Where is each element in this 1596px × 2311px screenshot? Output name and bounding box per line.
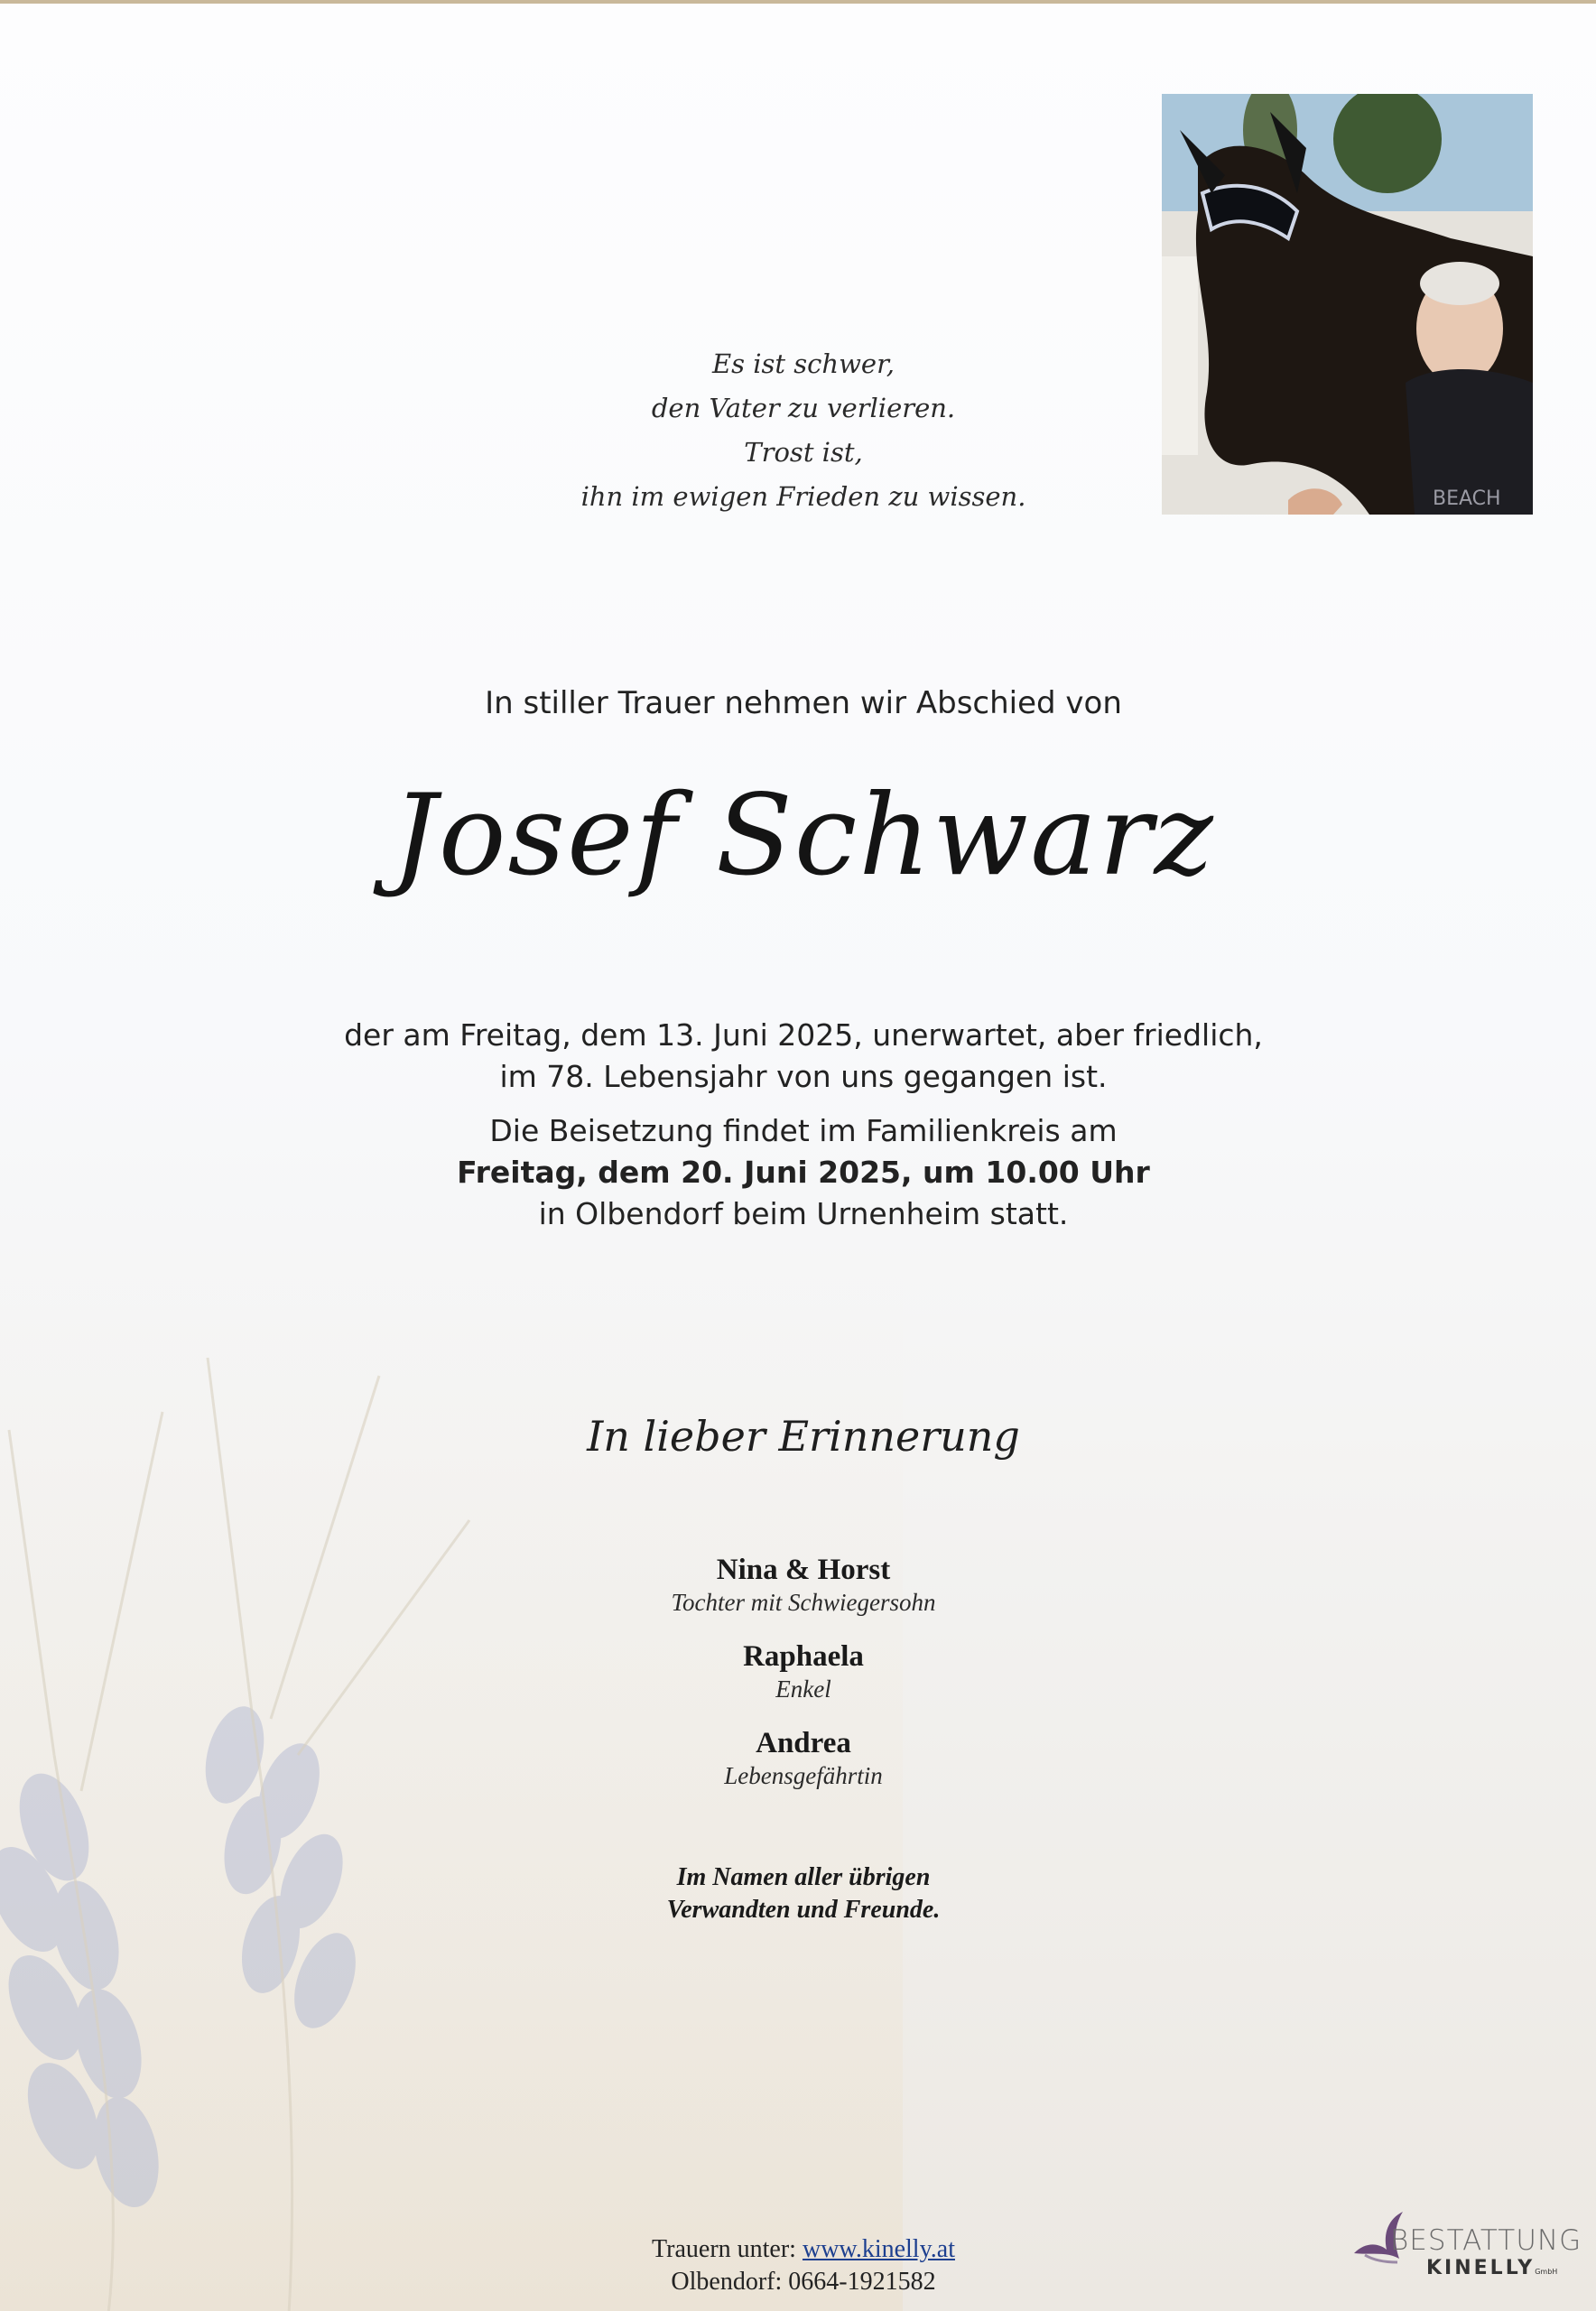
closing-line: Im Namen aller übrigen [676, 1863, 931, 1891]
details-line: in Olbendorf beim Urnenheim statt. [538, 1196, 1069, 1231]
logo-top-text: BESTATTUNG [1390, 2224, 1582, 2257]
death-details [271, 1015, 1336, 1235]
member-name: Nina & Horst [716, 1554, 891, 1586]
deceased-name: Josef Schwarz [392, 771, 1215, 901]
mourn-line [271, 2233, 1336, 2266]
family-list [271, 1552, 1336, 1812]
family-member [271, 1725, 1336, 1790]
logo-bottom-text [1426, 2257, 1557, 2279]
mourn-label: Trauern unter: [652, 2235, 796, 2263]
shirt-text: BEACH [1433, 487, 1501, 510]
intro-text: In stiller Trauer nehmen wir Abschied von [485, 685, 1122, 721]
logo-name: KINELLY [1426, 2257, 1536, 2279]
member-name: Andrea [756, 1727, 851, 1759]
member-role: Enkel [775, 1675, 831, 1703]
member-role: Lebensgefährtin [724, 1762, 883, 1789]
details-line: im 78. Lebensjahr von uns gegangen ist. [499, 1059, 1108, 1094]
details-line: der am Freitag, dem 13. Juni 2025, unerwartet, aber friedlich, [344, 1017, 1263, 1053]
quote [271, 342, 1336, 519]
member-role: Tochter mit Schwiegersohn [671, 1589, 936, 1616]
funeral-date: Freitag, dem 20. Juni 2025, um 10.00 Uhr [457, 1155, 1150, 1190]
closing-text [271, 1861, 1336, 1926]
kinelly-link[interactable]: www.kinelly.at [802, 2235, 955, 2263]
contact-line: Olbendorf: 0664-1921582 [671, 2268, 936, 2296]
closing-line: Verwandten und Freunde. [666, 1896, 941, 1924]
footer [271, 2233, 1336, 2298]
family-member [271, 1638, 1336, 1703]
memory-heading: In lieber Erinnerung [587, 1412, 1020, 1461]
quote-line: den Vater zu verlieren. [651, 393, 956, 423]
bestattung-kinelly-logo [1347, 2206, 1582, 2288]
member-name: Raphaela [743, 1640, 864, 1673]
family-member [271, 1552, 1336, 1617]
quote-line: ihn im ewigen Frieden zu wissen. [580, 481, 1026, 512]
details-line: Die Beisetzung findet im Familienkreis am [489, 1113, 1118, 1148]
quote-line: Trost ist, [744, 437, 863, 468]
logo-suffix: GmbH [1535, 2268, 1558, 2276]
quote-line: Es ist schwer, [712, 348, 895, 379]
